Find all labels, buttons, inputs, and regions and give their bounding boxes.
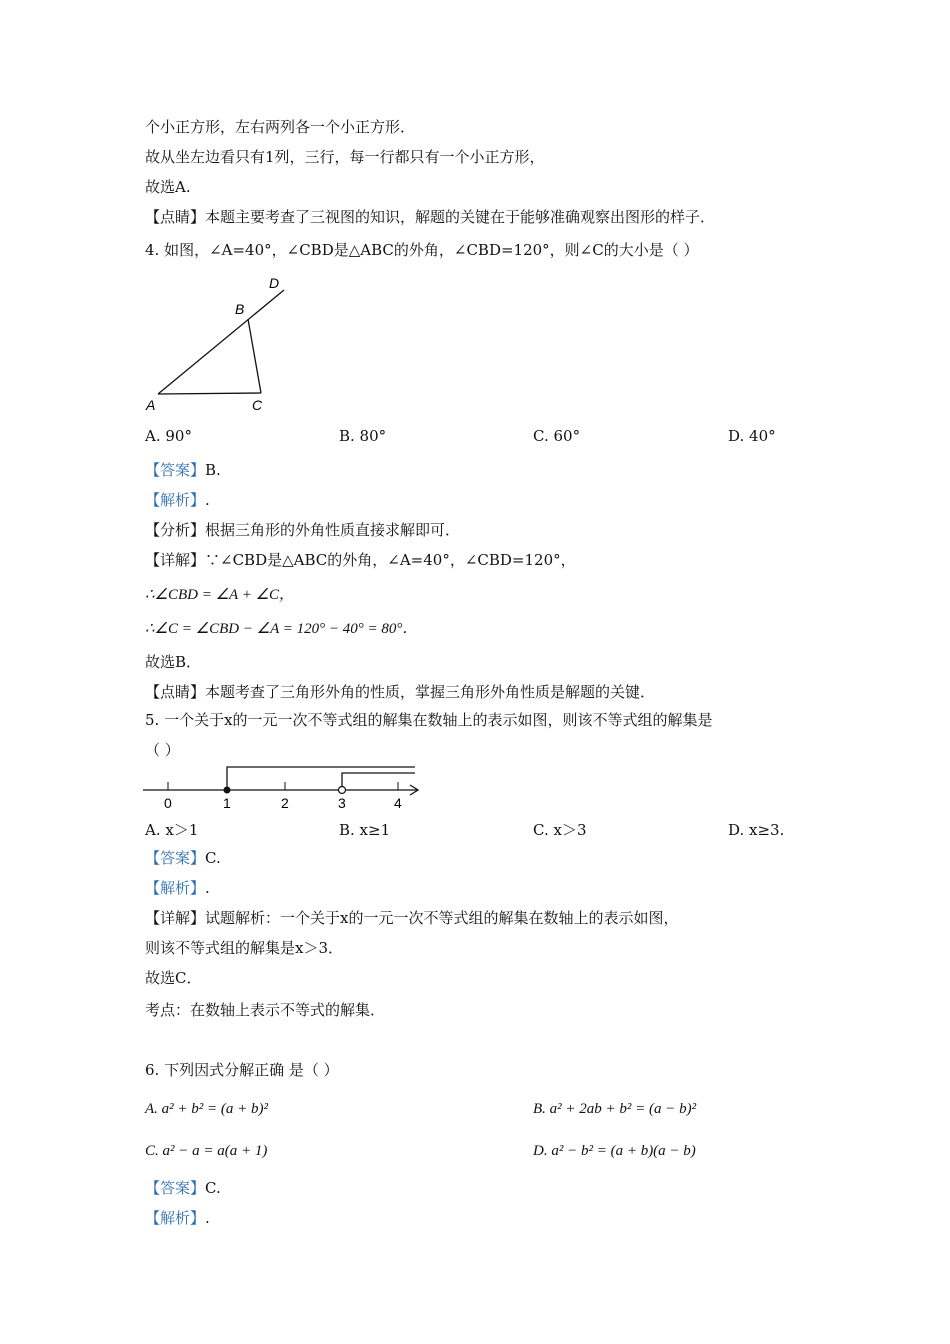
- solid-dot-1: [224, 787, 231, 794]
- tick-label-0: 0: [164, 795, 172, 811]
- q4-step1: ∴∠CBD = ∠A + ∠C，: [145, 587, 295, 603]
- open-dot-3: [339, 787, 346, 794]
- line-ad: [158, 290, 284, 394]
- text-line: 故从坐左边看只有1列，三行，每一行都只有一个小正方形，: [145, 148, 545, 166]
- q5-detail: 【详解】试题解析：一个关于x的一元一次不等式组的解集在数轴上的表示如图，: [145, 909, 679, 927]
- q4-analysis: 【解析】.: [145, 491, 210, 509]
- q5-analysis: 【解析】.: [145, 879, 210, 897]
- q5-option-c: C. x＞3: [533, 821, 587, 839]
- q4-point: 【点睛】本题考查了三角形外角的性质，掌握三角形外角性质是解题的关键．: [145, 683, 656, 701]
- tick-label-2: 2: [281, 795, 289, 811]
- q4-answer: 【答案】B.: [145, 461, 221, 479]
- tick-label-4: 4: [394, 795, 402, 811]
- q5-step: 则该不等式组的解集是x＞3．: [145, 939, 344, 957]
- q4-option-b: B. 80°: [339, 427, 387, 445]
- q6-option-d: D. a² − b² = (a + b)(a − b): [533, 1143, 696, 1159]
- q5-option-b: B. x≥1: [339, 821, 391, 839]
- text-line: 【点睛】本题主要考查了三视图的知识，解题的关键在于能够准确观察出图形的样子．: [145, 208, 716, 226]
- q6-answer: 【答案】C.: [145, 1179, 221, 1197]
- text-line: 个小正方形，左右两列各一个小正方形．: [145, 118, 416, 136]
- q6-analysis: 【解析】.: [145, 1209, 210, 1227]
- q5-option-a: A. x＞1: [145, 821, 199, 839]
- q4-option-a: A. 90°: [145, 427, 192, 445]
- ray-from-1: [227, 767, 415, 790]
- ray-from-3: [342, 773, 415, 790]
- q6-option-b: B. a² + 2ab + b² = (a − b)²: [533, 1101, 697, 1117]
- q5-answer: 【答案】C.: [145, 849, 221, 867]
- tick-label-3: 3: [338, 795, 346, 811]
- q4-choose: 故选B．: [145, 653, 202, 671]
- q6-option-a: A. a² + b² = (a + b)²: [145, 1101, 269, 1117]
- q4-fenxi: 【分析】根据三角形的外角性质直接求解即可．: [145, 521, 461, 539]
- label-a: A: [146, 397, 156, 413]
- question-6: 6. 下列因式分解正确 是（ ）: [145, 1061, 339, 1079]
- triangle-figure: [140, 270, 310, 415]
- line-ac: [158, 393, 261, 394]
- q4-option-d: D. 40°: [728, 427, 776, 445]
- label-c: C: [252, 397, 263, 413]
- question-4: 4. 如图，∠A=40°，∠CBD是△ABC的外角，∠CBD=120°，则∠C的大小是（ ）: [145, 241, 699, 259]
- q4-detail: 【详解】∵∠CBD是△ABC的外角，∠A=40°，∠CBD=120°，: [145, 551, 576, 569]
- number-line-figure: [140, 762, 430, 814]
- question-5-paren: （ ）: [145, 741, 180, 759]
- q4-option-c: C. 60°: [533, 427, 581, 445]
- label-d: D: [269, 275, 280, 291]
- q5-choose: 故选C．: [145, 969, 202, 987]
- q4-step2: ∴∠C = ∠CBD − ∠A = 120° − 40° = 80°．: [145, 621, 418, 637]
- line-bc: [248, 319, 261, 393]
- question-5: 5. 一个关于x的一元一次不等式组的解集在数轴上的表示如图，则该不等式组的解集是: [145, 711, 713, 729]
- text-line: 故选A.: [145, 178, 191, 196]
- q5-kaodian: 考点：在数轴上表示不等式的解集．: [145, 1001, 386, 1019]
- q6-option-c: C. a² − a = a(a + 1): [145, 1143, 268, 1159]
- q5-option-d: D. x≥3.: [728, 821, 785, 839]
- tick-label-1: 1: [223, 795, 231, 811]
- label-b: B: [235, 301, 245, 317]
